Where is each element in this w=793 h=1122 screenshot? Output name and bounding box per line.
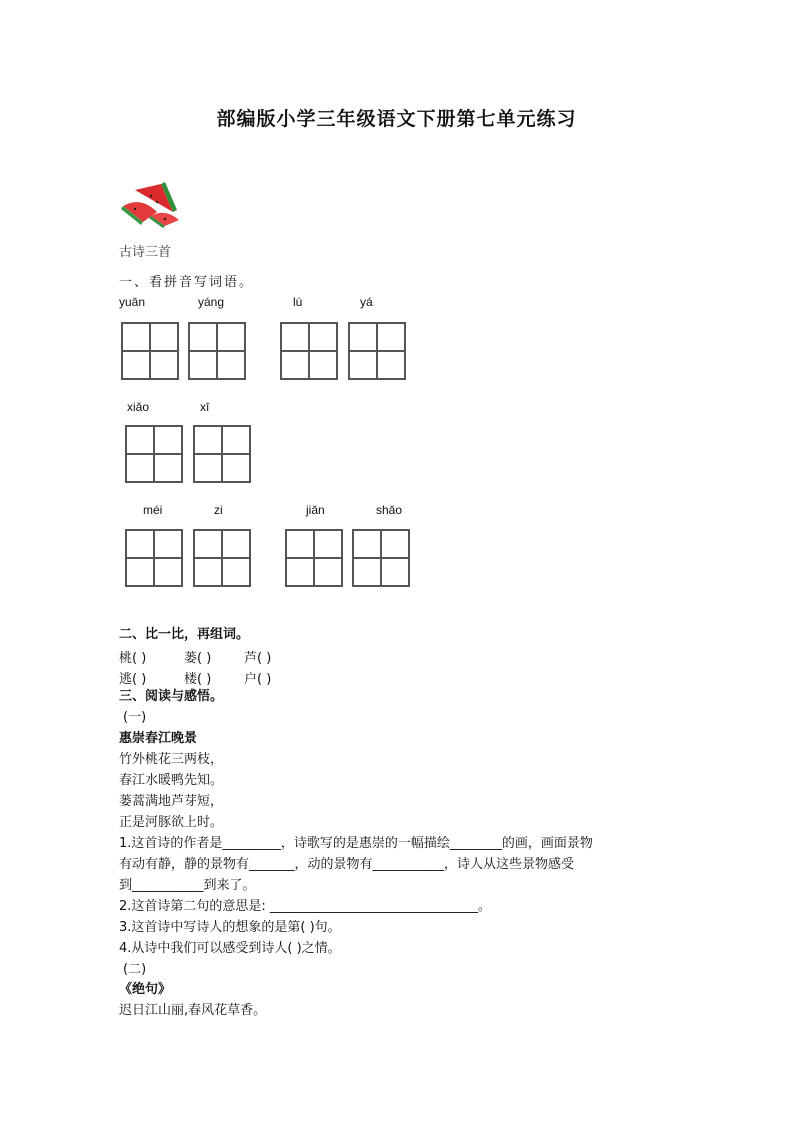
pinyin-xi: xī — [200, 400, 210, 414]
pinyin-yang: yáng — [198, 295, 225, 309]
compare-word: 蒌( ) — [184, 651, 212, 666]
tianzige-box[interactable] — [193, 529, 251, 587]
poem2-title: 《绝句》 — [119, 982, 172, 997]
pinyin-ya: yá — [360, 295, 373, 309]
compare-word: 逃( ) — [119, 672, 147, 687]
tianzige-box[interactable] — [188, 322, 246, 380]
pinyin-shao: shǎo — [376, 503, 403, 517]
pinyin-lu: lú — [293, 295, 303, 309]
tianzige-box[interactable] — [280, 322, 338, 380]
tianzige-box[interactable] — [193, 425, 251, 483]
tianzige-box[interactable] — [121, 322, 179, 380]
page-title: 部编版小学三年级语文下册第七单元练习 — [216, 108, 577, 130]
question-2: 2.这首诗第二句的意思是: ________________________________。 — [119, 899, 491, 914]
tianzige-box[interactable] — [125, 425, 183, 483]
compare-word: 楼( ) — [184, 672, 212, 687]
compare-word: 芦( ) — [244, 651, 272, 666]
poem-line: 蒌蒿满地芦芽短， — [119, 794, 224, 809]
poem-line: 正是河豚欲上时。 — [119, 815, 224, 830]
poem-line: 迟日江山丽,春风花草香。 — [119, 1003, 267, 1018]
question-3: 3.这首诗中写诗人的想象的是第( )句。 — [119, 920, 341, 935]
tianzige-box[interactable] — [125, 529, 183, 587]
question-1-cont: 到___________到来了。 — [119, 878, 256, 893]
question-1: 1.这首诗的作者是_________，诗歌写的是惠崇的一幅描绘________的画，画面景物 — [119, 836, 593, 851]
watermelon-image — [121, 182, 181, 228]
question-1-cont: 有动有静，静的景物有_______，动的景物有___________，诗人从这些景物感受 — [119, 857, 575, 872]
poem1-title: 惠崇春江晚景 — [119, 731, 198, 746]
section2-heading: 二、比一比，再组词。 — [119, 627, 250, 642]
lesson-title: 古诗三首 — [119, 245, 172, 260]
section3-heading: 三、阅读与感悟。 — [119, 689, 224, 704]
section1-heading: 一、看拼音写词语。 — [119, 275, 255, 290]
pinyin-jian: jiǎn — [306, 503, 325, 517]
tianzige-box[interactable] — [352, 529, 410, 587]
tianzige-box[interactable] — [285, 529, 343, 587]
question-4: 4.从诗中我们可以感受到诗人( )之情。 — [119, 941, 341, 956]
part-one-label: (一) — [123, 710, 147, 725]
pinyin-zi: zi — [214, 503, 223, 517]
tianzige-box[interactable] — [348, 322, 406, 380]
pinyin-mei: méi — [143, 503, 163, 517]
pinyin-yuan: yuān — [119, 295, 146, 309]
watermelon-icon — [121, 182, 181, 228]
poem-line: 竹外桃花三两枝， — [119, 752, 224, 767]
poem-line: 春江水暖鸭先知。 — [119, 773, 224, 788]
compare-word: 桃( ) — [119, 651, 147, 666]
pinyin-xiao: xiǎo — [127, 400, 150, 414]
compare-word: 户( ) — [244, 672, 272, 687]
part-two-label: (二) — [123, 962, 147, 977]
